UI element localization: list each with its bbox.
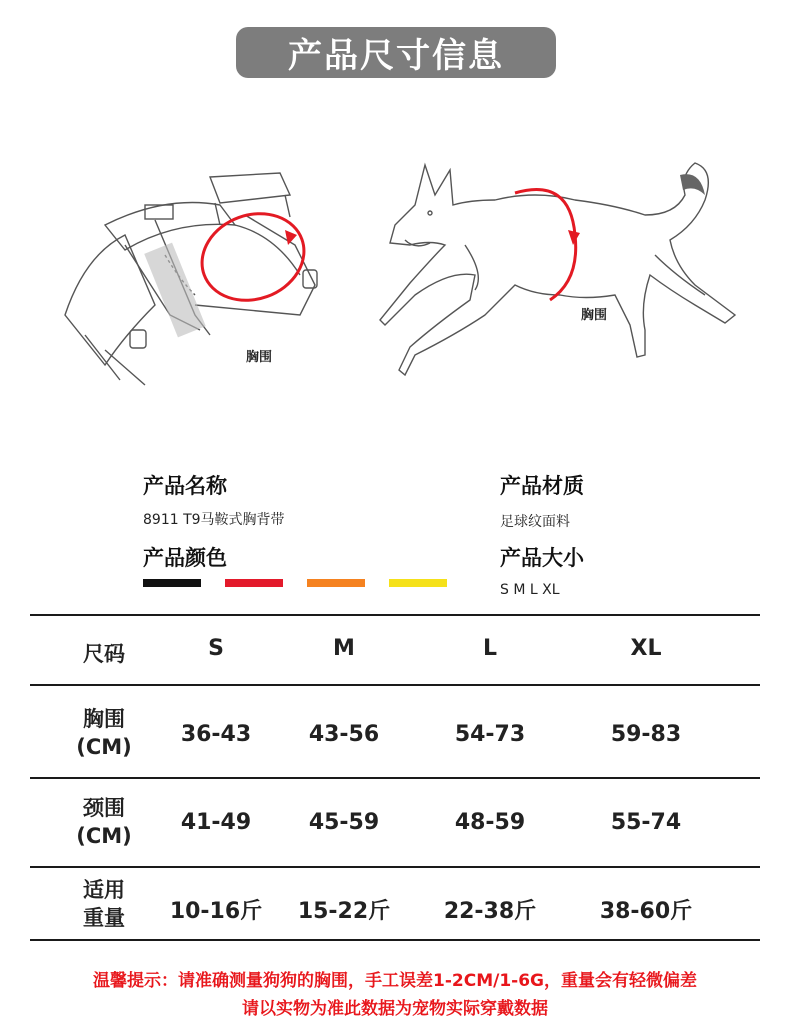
table-cell: 36-43: [180, 722, 252, 747]
color-swatch-yellow: [389, 579, 447, 587]
page-title: 产品尺寸信息: [236, 27, 556, 78]
product-name-value: 8911 T9马鞍式胸背带: [143, 512, 285, 528]
table-cell: 55-74: [610, 810, 682, 835]
row-label: 颈围 (CM): [76, 796, 132, 848]
table-cell: 54-73: [454, 722, 526, 747]
table-divider: [30, 939, 760, 941]
header-s: S: [208, 636, 224, 661]
table-cell: 59-83: [610, 722, 682, 747]
color-swatch-red: [225, 579, 283, 587]
header-m: M: [333, 636, 355, 661]
table-divider: [30, 684, 760, 686]
header-xl: XL: [630, 636, 662, 661]
table-cell: 41-49: [180, 810, 252, 835]
header-size: 尺码: [83, 642, 125, 666]
color-swatch-orange: [307, 579, 365, 587]
table-divider: [30, 614, 760, 616]
table-cell: 38-60斤: [599, 899, 693, 924]
header-l: L: [482, 636, 498, 661]
table-divider: [30, 777, 760, 779]
table-cell: 15-22斤: [297, 899, 391, 924]
table-cell: 22-38斤: [443, 899, 537, 924]
dog-illustration: [375, 155, 750, 390]
warning-line-1: 温馨提示：请准确测量狗狗的胸围，手工误差1-2CM/1-6G，重量会有轻微偏差: [93, 971, 697, 991]
row-label: 适用 重量: [83, 878, 125, 930]
table-divider: [30, 866, 760, 868]
product-size-label: 产品大小: [500, 546, 584, 570]
harness-chest-label: 胸围: [246, 350, 273, 365]
product-size-value: S M L XL: [500, 582, 560, 598]
harness-illustration: [45, 165, 345, 395]
row-label: 胸围 (CM): [76, 707, 132, 759]
dog-chest-label: 胸围: [581, 308, 608, 323]
table-cell: 45-59: [308, 810, 380, 835]
product-material-label: 产品材质: [500, 474, 584, 498]
product-color-label: 产品颜色: [143, 546, 227, 570]
product-material-value: 足球纹面料: [500, 514, 570, 530]
warning-line-2: 请以实物为准此数据为宠物实际穿戴数据: [242, 999, 548, 1019]
table-cell: 10-16斤: [169, 899, 263, 924]
table-cell: 43-56: [308, 722, 380, 747]
product-name-label: 产品名称: [143, 474, 227, 498]
color-swatch-black: [143, 579, 201, 587]
table-cell: 48-59: [454, 810, 526, 835]
